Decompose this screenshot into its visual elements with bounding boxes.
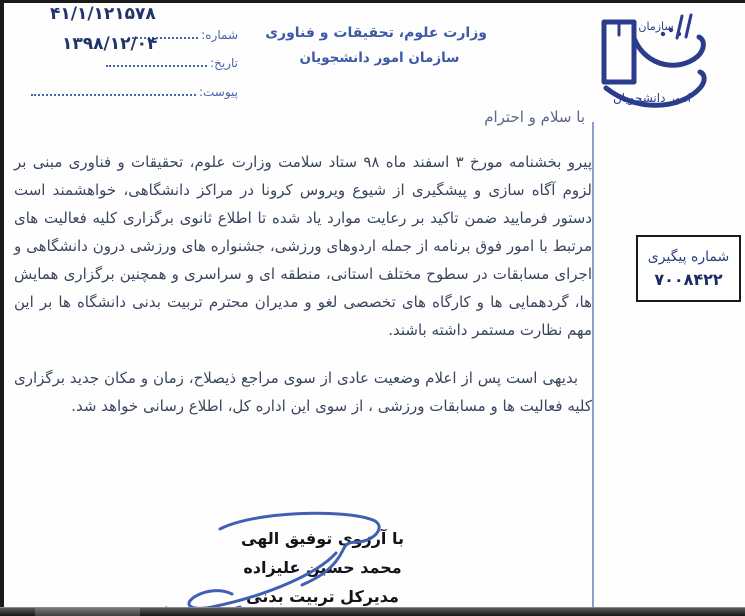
column-divider [592, 122, 594, 608]
body-paragraph-2: بدیهی است پس از اعلام وضعیت عادی از سوی مراجع ذیصلاح، زمان و مکان جدید برگزاری کلیه فعالیت ها و مسابقات ورزشی ، از سوی این اداره کل، اطلاع رسانی خواهد شد. [14, 369, 592, 415]
organization-logo-icon [588, 4, 713, 116]
organization-name: سازمان امور دانشجویان [299, 50, 460, 66]
number-value: ۴۱/۱/۱۲۱۵۷۸ [50, 4, 156, 24]
date-value: ۱۳۹۸/۱۲/۰۴ [62, 34, 158, 54]
meta-row-date [106, 56, 238, 70]
letterhead [265, 20, 487, 70]
attachment-label: پیوست: [198, 85, 238, 99]
window-top-edge [0, 0, 745, 3]
tracking-value: ۷۰۰۸۴۲۲ [654, 269, 723, 289]
window-bottom-edge [0, 607, 745, 616]
logo-word-bottom: امور دانشجویان [612, 91, 692, 105]
dotted-leader [106, 65, 207, 67]
signature-blessing: با آرزوی توفیق الهی [241, 529, 404, 548]
signature-scrawl [150, 503, 390, 616]
signatory-name: محمد حسین علیزاده [243, 558, 402, 577]
signatory-title: مدیرکل تربیت بدنی [246, 587, 399, 606]
dotted-leader [31, 94, 196, 96]
logo-word-top: سازمان [638, 20, 674, 33]
salutation: با سلام و احترام [484, 108, 585, 126]
taskbar-highlight [35, 608, 140, 616]
letter-body [14, 148, 592, 420]
window-left-edge [0, 0, 4, 616]
body-paragraph-1: پیرو بخشنامه مورخ ۳ اسفند ماه ۹۸ ستاد سلامت وزارت علوم، تحقیقات و فناوری مبنی بر لزوم آگاه سازی و پیشگیری از شیوع ویروس کرونا در مراکز دانشگاهی، خواهشمند است دستور فرمایید ضمن تاکید بر رعایت موارد یاد شده تا اطلاع ثانوی برگزاری کلیه فعالیت های مرتبط با امور فوق برنامه از جمله اردوهای ورزشی، جشنواره های ورزشی درون دانشگاهی و اجرای مسابقات در سطوح مختلف استانی، منطقه ای و سراسری و همچنین برگزاری همایش ها، گردهمایی ها و کارگاه های تخصصی لغو و مدیران محترم تربیت بدنی دانشگاه ها بر این مهم نظارت مستمر داشته باشند. [14, 153, 592, 339]
number-label: شماره: [201, 28, 238, 42]
date-label: تاریخ: [210, 56, 238, 70]
ministry-name: وزارت علوم، تحقیقات و فناوری [265, 25, 487, 41]
meta-row-attachment [31, 85, 238, 99]
tracking-label: شماره پیگیری [647, 248, 730, 265]
tracking-number-box [636, 235, 741, 302]
